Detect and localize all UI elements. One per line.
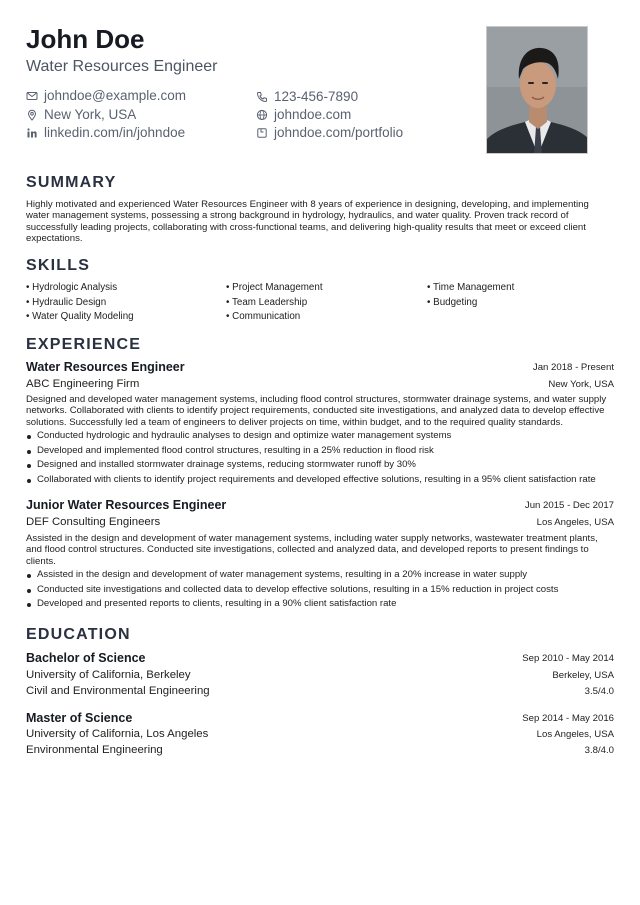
skill-item: • Hydraulic Design [26, 296, 107, 308]
field-of-study: Civil and Environmental Engineering [26, 685, 210, 697]
list-item: Collaborated with clients to identify project requirements and developed effective solutions, resulting in a 95% client satisfaction rate [26, 473, 614, 488]
list-item: Developed and implemented flood control structures, resulting in a 25% reduction in flood risk [26, 444, 614, 459]
profile-photo [486, 26, 588, 154]
degree-title: Bachelor of Science [26, 651, 146, 665]
education-heading: EDUCATION [26, 626, 131, 643]
contact-email-text: johndoe@example.com [44, 88, 187, 103]
mail-icon [26, 90, 38, 102]
list-item: Developed and presented reports to clients, resulting in a 90% client satisfaction rate [26, 597, 614, 612]
contact-email[interactable] [26, 88, 186, 103]
summary-text: Highly motivated and experienced Water Resources Engineer with 8 years of experience in designing, developing, and implementing water management systems, possessing a strong background in hydrology, hydraulics, and water quality. Proven track record of successfully leading projects, collaborating with cross-functional teams, and delivering high-quality results that meet or exceed client expectations. [26, 199, 589, 245]
job-description: Designed and developed water management systems, including flood control structures, stormwater drainage systems, and water supply networks. Collaborated with clients to identify project requirements, conducted site investigations, and analyzed data to develop effective solutions. Successfully led a team of engineers to deliver projects on time, within budget, and to the required quality standards. [26, 394, 607, 428]
summary-heading: SUMMARY [26, 174, 117, 191]
linkedin-icon [26, 127, 38, 139]
school-name: University of California, Berkeley [26, 669, 191, 681]
field-of-study: Environmental Engineering [26, 744, 163, 756]
list-item: Conducted site investigations and collected data to develop effective solutions, resulting in a 15% reduction in project costs [26, 583, 614, 598]
contact-location [26, 107, 136, 122]
job-bullets [26, 568, 614, 612]
job-dates: Jun 2015 - Dec 2017 [524, 500, 614, 511]
contact-website[interactable] [256, 107, 351, 122]
skill-item: • Communication [226, 311, 301, 322]
contact-portfolio-text: johndoe.com/portfolio [274, 125, 404, 140]
education-dates: Sep 2014 - May 2016 [522, 713, 614, 724]
skill-item: • Project Management [226, 282, 323, 293]
portfolio-icon [256, 127, 268, 139]
job-bullets [26, 429, 614, 487]
contact-location-text: New York, USA [44, 107, 137, 122]
candidate-name: John Doe [26, 24, 145, 54]
list-item: Assisted in the design and development of water management systems, resulting in a 20% increase in water supply [26, 568, 614, 583]
list-item: Designed and installed stormwater drainage systems, reducing stormwater runoff by 30% [26, 458, 614, 473]
gpa: 3.5/4.0 [584, 686, 614, 697]
job-dates: Jan 2018 - Present [532, 362, 614, 373]
contact-portfolio[interactable] [256, 125, 403, 140]
job-company: ABC Engineering Firm [26, 378, 140, 390]
skill-item: • Hydrologic Analysis [26, 282, 118, 293]
skill-item: • Water Quality Modeling [26, 311, 134, 322]
experience-heading: EXPERIENCE [26, 336, 142, 353]
contact-phone[interactable] [256, 89, 358, 104]
contact-website-text: johndoe.com [274, 107, 352, 122]
degree-title: Master of Science [26, 711, 133, 725]
candidate-role: Water Resources Engineer [26, 58, 218, 75]
contact-phone-text: 123-456-7890 [274, 89, 359, 104]
skill-item: • Time Management [427, 282, 515, 293]
school-location: Los Angeles, USA [536, 729, 614, 740]
school-location: Berkeley, USA [552, 670, 614, 681]
job-location: Los Angeles, USA [536, 517, 614, 528]
job-title: Water Resources Engineer [26, 360, 185, 374]
job-company: DEF Consulting Engineers [26, 516, 161, 528]
list-item: Conducted hydrologic and hydraulic analyses to design and optimize water management systems [26, 429, 614, 444]
school-name: University of California, Los Angeles [26, 728, 209, 740]
job-location: New York, USA [548, 379, 614, 390]
job-description: Assisted in the design and development of water management systems, including water supply networks, wastewater treatment plants, and flood control structures. Conducted site investigations, collected and analyzed data, and developed reports to present findings to clients. [26, 533, 598, 567]
job-title: Junior Water Resources Engineer [26, 498, 227, 512]
education-dates: Sep 2010 - May 2014 [522, 653, 614, 664]
skill-item: • Team Leadership [226, 296, 308, 308]
contact-linkedin[interactable] [26, 125, 185, 140]
phone-icon [256, 91, 268, 103]
skill-item: • Budgeting [427, 296, 478, 308]
globe-icon [256, 109, 268, 121]
skills-heading: SKILLS [26, 257, 91, 274]
gpa: 3.8/4.0 [584, 745, 614, 756]
location-icon [26, 109, 38, 121]
contact-linkedin-text: linkedin.com/in/johndoe [44, 125, 186, 140]
